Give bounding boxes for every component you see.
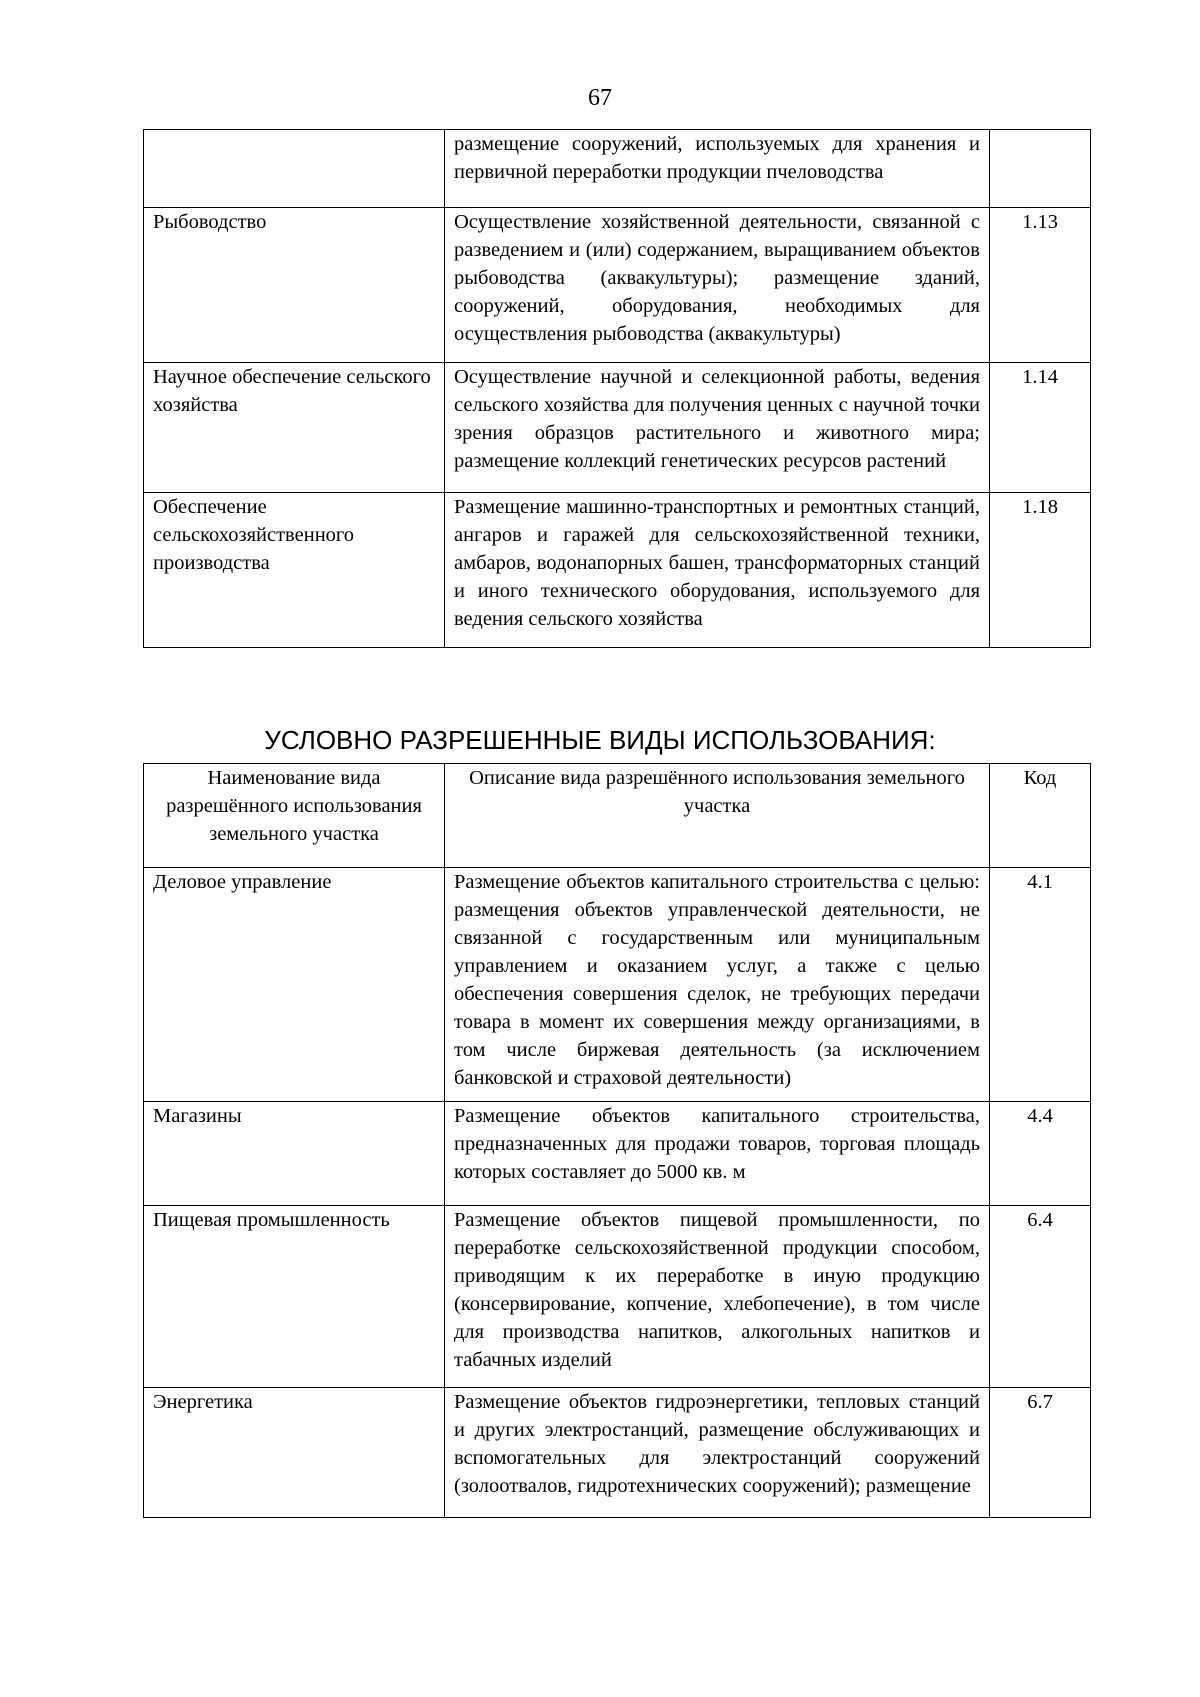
cell-code: 1.18 bbox=[990, 493, 1091, 648]
cell-description: Размещение объектов пищевой промышленности, по переработке сельскохозяйственной продукции способом, приводящим к их переработке в иную продукцию (консервирование, копчение, хлебопечение), в том числе для производства напитков, алкогольных напитков и табачных изделий bbox=[445, 1206, 990, 1388]
header-name: Наименование вида разрешённого использования земельного участка bbox=[144, 764, 445, 868]
cell-name: Научное обеспечение сельского хозяйства bbox=[144, 363, 445, 493]
cell-name: Энергетика bbox=[144, 1388, 445, 1518]
table-row bbox=[144, 208, 1091, 363]
cell-description: Размещение машинно-транспортных и ремонтных станций, ангаров и гаражей для сельскохозяйственной техники, амбаров, водонапорных башен, трансформаторных станций и иного технического оборудования, используемого для ведения сельского хозяйства bbox=[445, 493, 990, 648]
cell-name: Обеспечение сельскохозяйственного производства bbox=[144, 493, 445, 648]
cell-code: 1.14 bbox=[990, 363, 1091, 493]
cell-code: 6.4 bbox=[990, 1206, 1091, 1388]
cell-name: Пищевая промышленность bbox=[144, 1206, 445, 1388]
table2-body bbox=[144, 868, 1091, 1518]
table-row bbox=[144, 493, 1091, 648]
cell-name: Магазины bbox=[144, 1102, 445, 1206]
header-description: Описание вида разрешённого использования земельного участка bbox=[445, 764, 990, 868]
cell-description: Осуществление научной и селекционной работы, ведения сельского хозяйства для получения ценных с научной точки зрения образцов растительного и животного мира; размещение коллекций генетических ресурсов растений bbox=[445, 363, 990, 493]
table-row bbox=[144, 868, 1091, 1102]
cell-name bbox=[144, 130, 445, 208]
table-row bbox=[144, 130, 1091, 208]
section-title: УСЛОВНО РАЗРЕШЕННЫЕ ВИДЫ ИСПОЛЬЗОВАНИЯ: bbox=[264, 725, 936, 755]
cell-description: размещение сооружений, используемых для хранения и первичной переработки продукции пчеловодства bbox=[445, 130, 990, 208]
table-row bbox=[144, 1102, 1091, 1206]
cell-name: Деловое управление bbox=[144, 868, 445, 1102]
table-header-row bbox=[144, 764, 1091, 868]
cell-description: Размещение объектов гидроэнергетики, тепловых станций и других электростанций, размещение обслуживающих и вспомогательных для электростанций сооружений (золоотвалов, гидротехнических сооружений); размещение bbox=[445, 1388, 990, 1518]
cell-code bbox=[990, 130, 1091, 208]
header-code: Код bbox=[990, 764, 1091, 868]
table1-body bbox=[144, 130, 1091, 648]
cell-name: Рыбоводство bbox=[144, 208, 445, 363]
cell-description: Осуществление хозяйственной деятельности, связанной с разведением и (или) содержанием, выращиванием объектов рыбоводства (аквакультуры); размещение зданий, сооружений, оборудования, необходимых для осуществления рыбоводства (аквакультуры) bbox=[445, 208, 990, 363]
cell-description: Размещение объектов капитального строительства, предназначенных для продажи товаров, торговая площадь которых составляет до 5000 кв. м bbox=[445, 1102, 990, 1206]
permitted-uses-table-continued bbox=[143, 129, 1091, 648]
table-row bbox=[144, 363, 1091, 493]
conditionally-permitted-uses-table bbox=[143, 763, 1091, 1518]
table-row bbox=[144, 1206, 1091, 1388]
cell-code: 1.13 bbox=[990, 208, 1091, 363]
cell-code: 6.7 bbox=[990, 1388, 1091, 1518]
cell-description: Размещение объектов капитального строительства с целью: размещения объектов управленческой деятельности, не связанной с государственным или муниципальным управлением и оказанием услуг, а также с целью обеспечения совершения сделок, не требующих передачи товара в момент их совершения между организациями, в том числе биржевая деятельность (за исключением банковской и страховой деятельности) bbox=[445, 868, 990, 1102]
cell-code: 4.1 bbox=[990, 868, 1091, 1102]
page-number: 67 bbox=[588, 85, 612, 111]
cell-code: 4.4 bbox=[990, 1102, 1091, 1206]
table-row bbox=[144, 1388, 1091, 1518]
